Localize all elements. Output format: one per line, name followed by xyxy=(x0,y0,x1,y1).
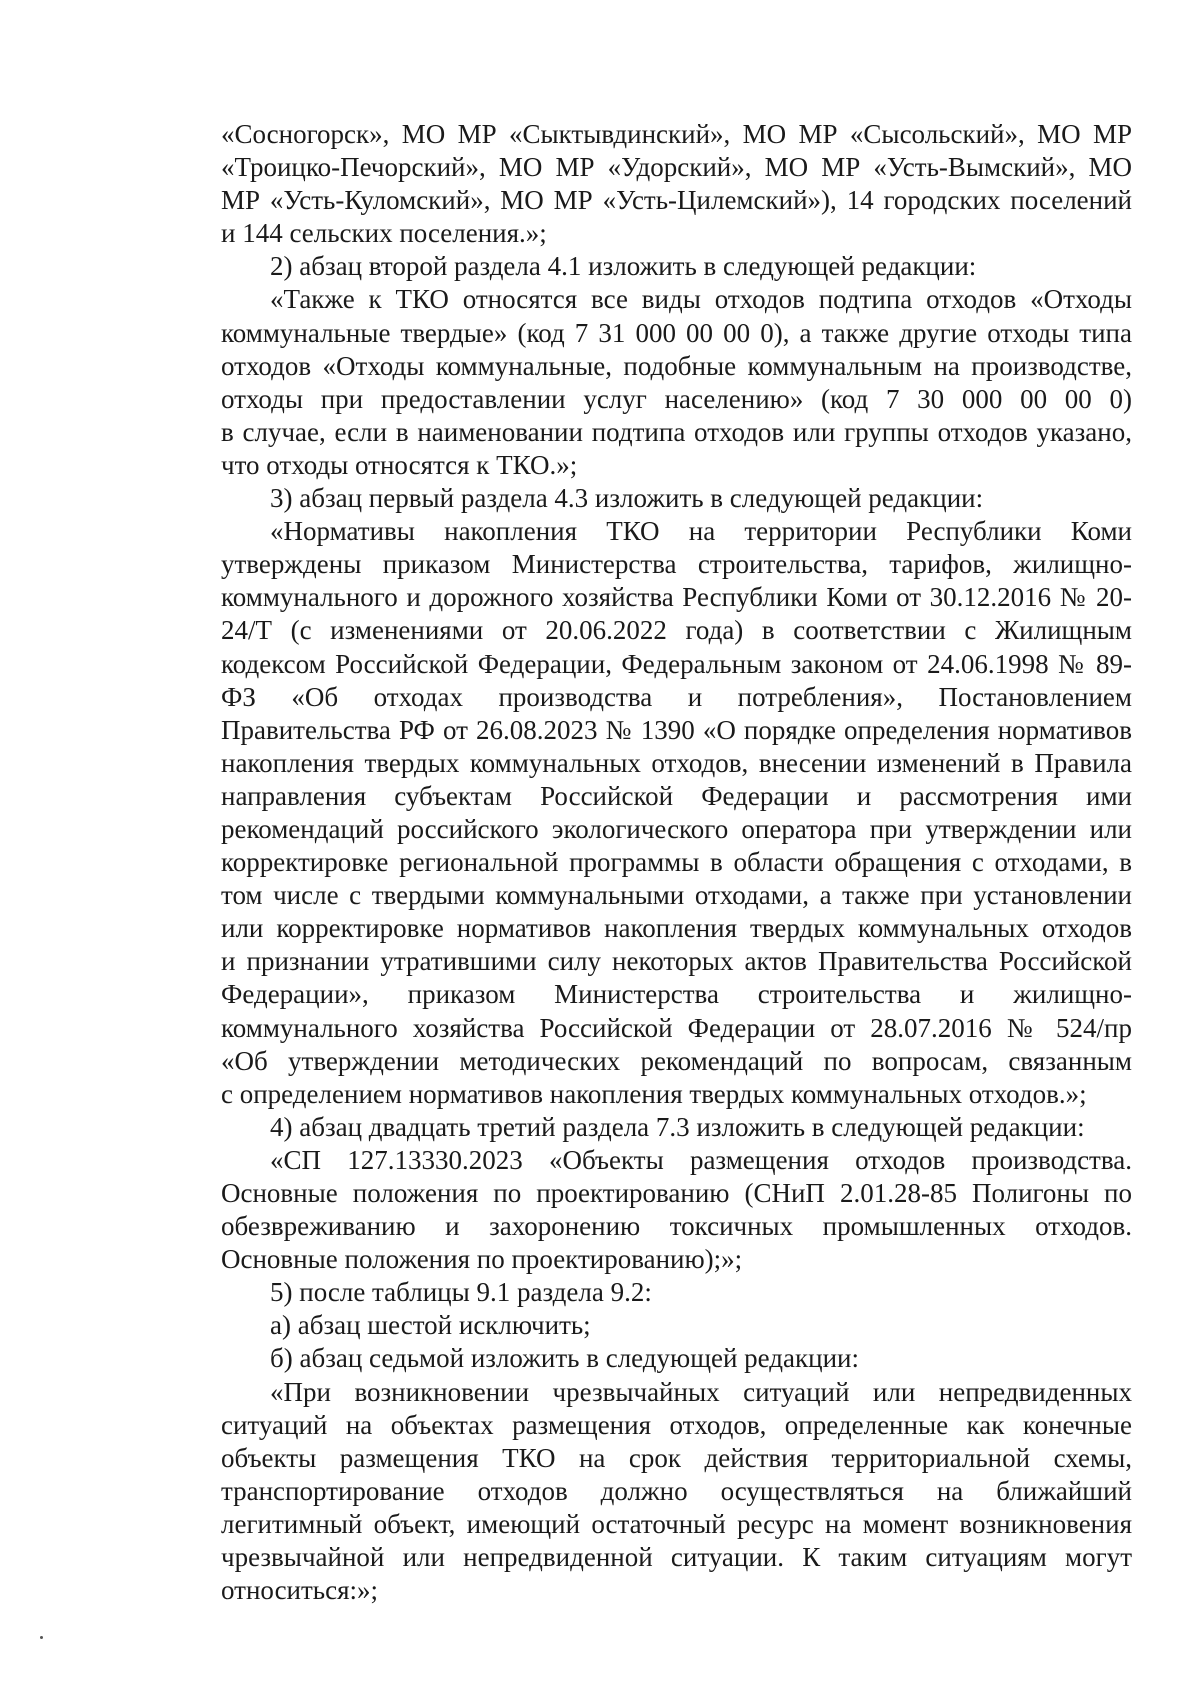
document-line: корректировке региональной программы в области обращения с отходами, в xyxy=(221,847,1132,878)
document-line: что отходы относятся к ТКО.»; xyxy=(221,449,578,480)
document-line: а) абзац шестой исключить; xyxy=(270,1310,591,1341)
document-line: «Сосногорск», МО МР «Сыктывдинский», МО МР «Сысольский», МО МР xyxy=(221,119,1132,149)
document-line: 24/Т (с изменениями от 20.06.2022 года) в соответствии с Жилищным xyxy=(221,615,1132,646)
document-line: отходы при предоставлении услуг населению» (код 7 30 000 00 00 0) xyxy=(221,383,1132,414)
document-line: накопления твердых коммунальных отходов, внесении изменений в Правила xyxy=(221,747,1132,778)
document-line: коммунальные твердые» (код 7 31 000 00 00 0), а также другие отходы типа xyxy=(221,317,1132,348)
document-line: направления субъектам Российской Федерации и рассмотрения ими xyxy=(221,780,1132,811)
document-line: 3) абзац первый раздела 4.3 изложить в следующей редакции: xyxy=(270,483,984,514)
document-line: «При возникновении чрезвычайных ситуаций или непредвиденных xyxy=(270,1376,1132,1407)
document-line: ФЗ «Об отходах производства и потребления», Постановлением xyxy=(221,681,1132,712)
document-line: легитимный объект, имеющий остаточный ресурс на момент возникновения xyxy=(221,1508,1132,1539)
document-line: в случае, если в наименовании подтипа отходов или группы отходов указано, xyxy=(221,416,1132,447)
document-line: Правительства РФ от 26.08.2023 № 1390 «О порядке определения нормативов xyxy=(221,714,1132,745)
document-line: чрезвычайной или непредвиденной ситуации. К таким ситуациям могут xyxy=(221,1542,1132,1573)
document-line: утверждены приказом Министерства строительства, тарифов, жилищно- xyxy=(221,549,1132,580)
document-line: кодексом Российской Федерации, Федеральным законом от 24.06.1998 № 89- xyxy=(221,648,1132,679)
document-line: «Нормативы накопления ТКО на территории Республики Коми xyxy=(270,516,1132,547)
scan-speck xyxy=(40,1636,43,1639)
document-line: или корректировке нормативов накопления твердых коммунальных отходов xyxy=(221,913,1132,944)
document-line: Основные положения по проектированию (СНиП 2.01.28-85 Полигоны по xyxy=(221,1178,1132,1208)
document-line: «Об утверждении методических рекомендаций по вопросам, связанным xyxy=(221,1045,1132,1076)
document-line: 2) абзац второй раздела 4.1 изложить в следующей редакции: xyxy=(270,251,977,282)
document-line: коммунального и дорожного хозяйства Республики Коми от 30.12.2016 № 20- xyxy=(221,582,1132,613)
document-line: коммунального хозяйства Российской Федерации от 28.07.2016 № 524/пр xyxy=(221,1012,1132,1043)
document-line: «Троицко-Печорский», МО МР «Удорский», МО МР «Усть-Вымский», МО xyxy=(221,152,1132,183)
document-line: и признании утратившими силу некоторых актов Правительства Российской xyxy=(221,946,1132,977)
document-line: 4) абзац двадцать третий раздела 7.3 изложить в следующей редакции: xyxy=(270,1111,1085,1142)
document-line: «Также к ТКО относятся все виды отходов подтипа отходов «Отходы xyxy=(270,284,1132,315)
document-line: Основные положения по проектированию);»; xyxy=(221,1244,743,1275)
document-line: ситуаций на объектах размещения отходов, определенные как конечные xyxy=(221,1409,1132,1440)
document-body-text xyxy=(221,118,1132,1607)
document-line: объекты размещения ТКО на срок действия территориальной схемы, xyxy=(221,1442,1132,1473)
document-line: МР «Усть-Куломский», МО МР «Усть-Цилемский»), 14 городских поселений xyxy=(221,185,1132,216)
document-line: транспортирование отходов должно осуществляться на ближайший xyxy=(221,1475,1132,1506)
document-line: «СП 127.13330.2023 «Объекты размещения отходов производства. xyxy=(270,1144,1132,1175)
document-line: с определением нормативов накопления твердых коммунальных отходов.»; xyxy=(221,1078,1087,1109)
document-line: обезвреживанию и захоронению токсичных промышленных отходов. xyxy=(221,1211,1132,1242)
document-line: отходов «Отходы коммунальные, подобные коммунальным на производстве, xyxy=(221,350,1132,381)
document-line: том числе с твердыми коммунальными отходами, а также при установлении xyxy=(221,880,1132,911)
document-line: Федерации», приказом Министерства строительства и жилищно- xyxy=(221,979,1132,1010)
document-line: и 144 сельских поселения.»; xyxy=(221,218,547,249)
document-line: рекомендаций российского экологического оператора при утверждении или xyxy=(221,813,1132,844)
document-line: относиться:»; xyxy=(221,1575,379,1606)
document-line: 5) после таблицы 9.1 раздела 9.2: xyxy=(270,1277,652,1308)
document-line: б) абзац седьмой изложить в следующей редакции: xyxy=(270,1343,859,1374)
